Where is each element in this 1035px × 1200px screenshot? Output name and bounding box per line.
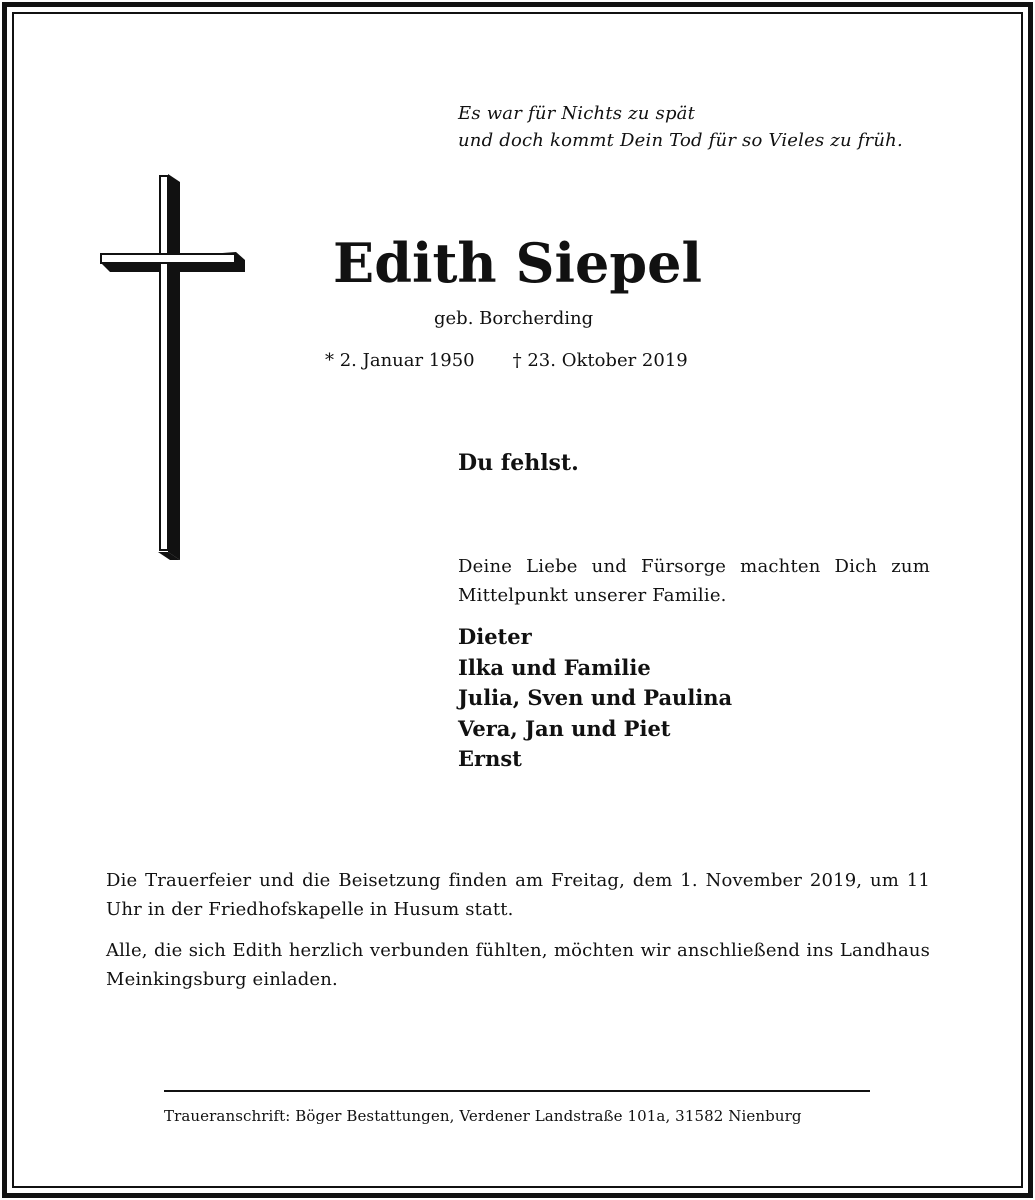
- mourning-address: Traueranschrift: Böger Bestattungen, Verdener Landstraße 101a, 31582 Nienburg: [164, 1107, 802, 1125]
- funeral-info: [106, 866, 930, 1006]
- maiden-name: geb. Borcherding: [434, 308, 594, 329]
- family-list: [458, 622, 732, 775]
- tribute-text: Deine Liebe und Fürsorge machten Dich zum Mittelpunkt unserer Familie.: [458, 556, 930, 606]
- death-date: † 23. Oktober 2019: [512, 350, 688, 371]
- motto-line-1: Es war für Nichts zu spät: [458, 103, 696, 124]
- deceased-name: [0, 228, 1035, 298]
- family-member: Julia, Sven und Paulina: [458, 685, 733, 710]
- birth-date: * 2. Januar 1950: [325, 350, 475, 371]
- family-member: Vera, Jan und Piet: [458, 715, 671, 741]
- headline: Du fehlst.: [458, 450, 579, 476]
- funeral-paragraph-1: Die Trauerfeier und die Beisetzung finden am Freitag, dem 1. November 2019, um 11 Uhr in der Friedhofskapelle in Husum statt.: [106, 870, 930, 920]
- life-dates: [325, 348, 688, 374]
- family-member: Ilka und Familie: [458, 654, 651, 680]
- family-member: Dieter: [458, 624, 532, 649]
- motto-line-2: und doch kommt Dein Tod für so Vieles zu früh.: [458, 130, 903, 151]
- funeral-paragraph-2: Alle, die sich Edith herzlich verbunden fühlten, möchten wir anschließend ins Landhaus Meinkingsburg einladen.: [106, 940, 930, 990]
- footer-divider: [164, 1090, 870, 1092]
- family-member: Ernst: [458, 746, 522, 771]
- motto: [458, 100, 903, 154]
- deceased-name-text: Edith Siepel: [333, 231, 702, 295]
